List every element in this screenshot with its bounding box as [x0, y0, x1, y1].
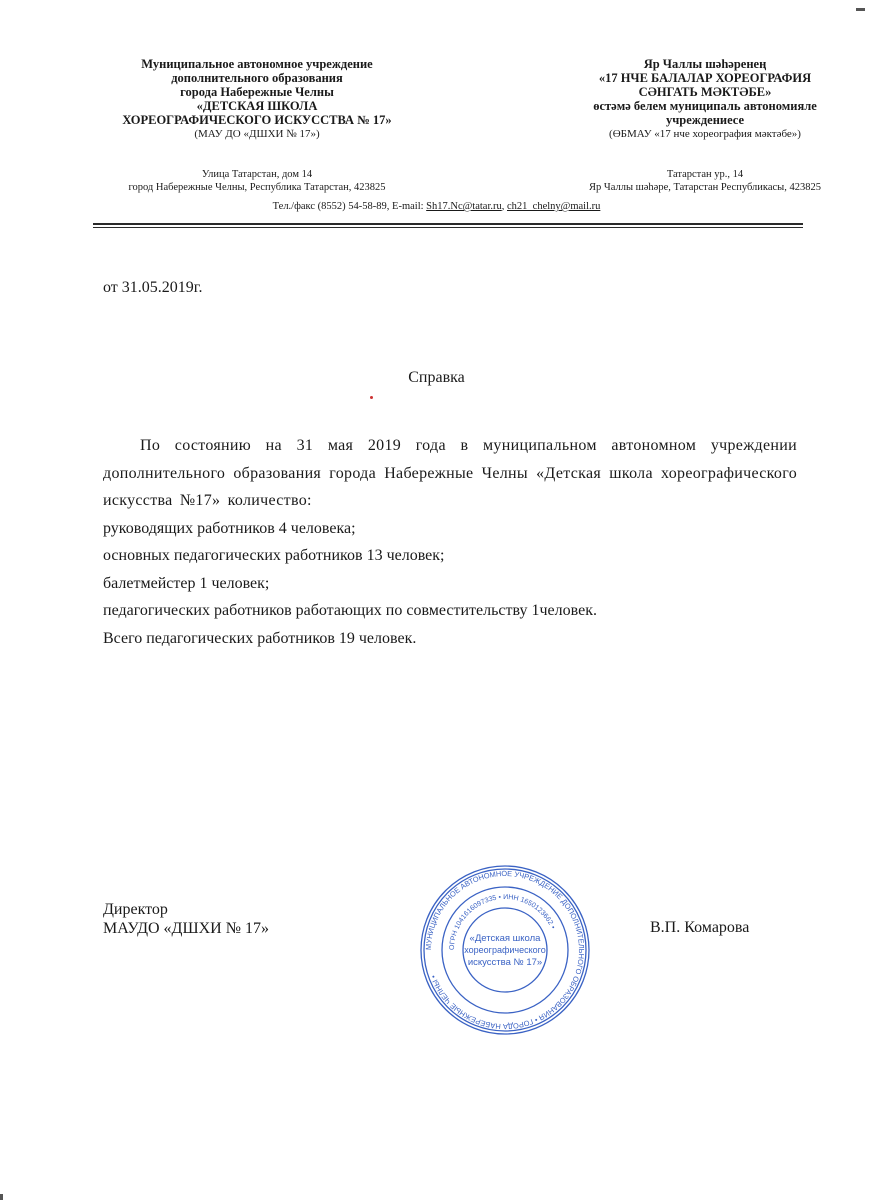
address-right — [540, 168, 870, 194]
header-rule-thin — [93, 227, 803, 228]
header-right-abbr: (ӨБМАУ «17 нче хореография мәктәбе») — [609, 128, 801, 140]
header-right-line5: учреждениесе — [665, 113, 745, 127]
document-date: от 31.05.2019г. — [103, 279, 203, 296]
seal-center-line2: хореографического — [464, 945, 546, 955]
document-title: Справка — [408, 369, 465, 386]
address-right-line2: Яр Чаллы шәһәре, Татарстан Республикасы, 423825 — [589, 182, 821, 193]
contacts-separator: , — [501, 201, 507, 212]
header-right-line3: СӘНГАТЬ МӘКТӘБЕ» — [638, 85, 772, 99]
signatory-position — [103, 900, 269, 938]
body-paragraph: По состоянию на 31 мая 2019 года в муниципальном автономном учреждении дополнительного образования города Набережные Челны «Детская школа хореографического искусства №17» количество: — [103, 437, 797, 509]
body-line-5: Всего педагогических работников 19 человек. — [103, 629, 417, 647]
header-left-line4: «ДЕТСКАЯ ШКОЛА — [196, 99, 318, 113]
contacts-prefix: Тел./факс (8552) 54-58-89, E-mail: — [272, 201, 427, 212]
official-seal-stamp — [418, 863, 592, 1037]
header-rule-thick — [93, 223, 803, 225]
body-line-4: педагогических работников работающих по совместительству 1человек. — [103, 602, 597, 619]
address-right-line1: Татарстан ур., 14 — [666, 169, 744, 180]
contacts-line — [0, 201, 873, 212]
scan-mark — [0, 1194, 3, 1200]
header-right — [540, 57, 870, 141]
email-link-1[interactable]: Sh17.Nc@tatar.ru — [426, 201, 502, 212]
body-line-2: основных педагогических работников 13 человек; — [103, 547, 445, 564]
address-left — [92, 168, 422, 194]
address-left-line2: город Набережные Челны, Республика Татарстан, 423825 — [128, 182, 386, 193]
body-line-1: руководящих работников 4 человека; — [103, 519, 356, 537]
header-right-line2: «17 НЧЕ БАЛАЛАР ХОРЕОГРАФИЯ — [598, 71, 812, 85]
address-left-line1: Улица Татарстан, дом 14 — [201, 169, 313, 180]
header-right-line4: өстәмә белем муниципаль автономияле — [593, 99, 817, 113]
header-left-line3: города Набережные Челны — [180, 85, 334, 99]
seal-inner-text: ОГРН 1041616097335 • ИНН 1650123662 • — [448, 893, 557, 951]
header-right-line1: Яр Чаллы шәһәренең — [643, 57, 767, 71]
signatory-position-line2: МАУДО «ДШХИ № 17» — [103, 920, 269, 937]
signatory-position-line1: Директор — [103, 901, 168, 918]
header-left-line5: ХОРЕОГРАФИЧЕСКОГО ИСКУССТВА № 17» — [122, 113, 392, 127]
header-left-line1: Муниципальное автономное учреждение — [141, 57, 373, 71]
seal-center-line3: искусства № 17» — [467, 957, 543, 968]
header-left — [92, 57, 422, 141]
scan-mark — [856, 8, 865, 11]
header-left-line2: дополнительного образования — [171, 71, 343, 85]
seal-outer-text: МУНИЦИПАЛЬНОЕ АВТОНОМНОЕ УЧРЕЖДЕНИЕ ДОПОЛНИТЕЛЬНОГО ОБРАЗОВАНИЯ • ГОРОДА НАБЕРЕЖНЫЕ ЧЕЛНЫ • — [423, 868, 587, 1032]
ink-dot — [370, 396, 373, 399]
document-body — [103, 432, 797, 652]
header-left-abbr: (МАУ ДО «ДШХИ № 17») — [194, 128, 320, 140]
seal-center-line1: «Детская школа — [469, 933, 541, 944]
body-line-3: балетмейстер 1 человек; — [103, 574, 270, 592]
email-link-2[interactable]: ch21_chelny@mail.ru — [507, 201, 601, 212]
signatory-name: В.П. Комарова — [650, 919, 750, 936]
